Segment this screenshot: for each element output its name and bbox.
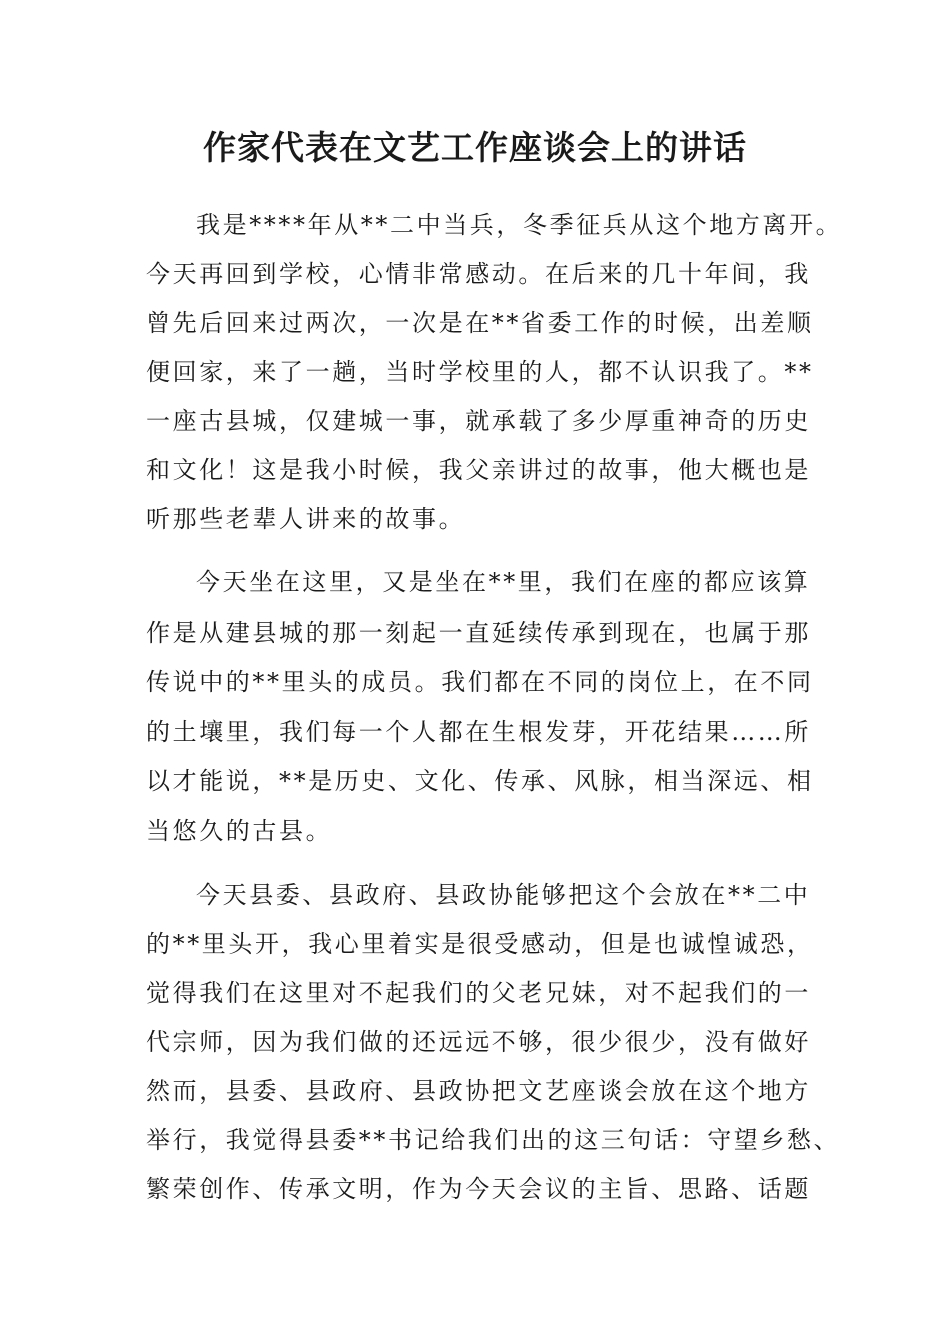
paragraph-3-line-4: 代宗师，因为我们做的还远远不够，很少很少，没有做好 [146, 1028, 811, 1056]
document-title: 作家代表在文艺工作座谈会上的讲话 [203, 128, 747, 167]
paragraph-2-line-4: 的土壤里，我们每一个人都在生根发芽，开花结果……所 [146, 718, 811, 746]
paragraph-3-line-5: 然而，县委、县政府、县政协把文艺座谈会放在这个地方 [146, 1077, 811, 1105]
paragraph-2-line-3: 传说中的**里头的成员。我们都在不同的岗位上，在不同 [146, 668, 814, 696]
paragraph-3-line-3: 觉得我们在这里对不起我们的父老兄妹，对不起我们的一 [146, 979, 811, 1007]
paragraph-2-line-6: 当悠久的古县。 [146, 817, 333, 845]
paragraph-2-line-1: 今天坐在这里，又是坐在**里，我们在座的都应该算 [196, 568, 811, 596]
paragraph-1-line-6: 和文化！这是我小时候，我父亲讲过的故事，他大概也是 [146, 456, 811, 484]
paragraph-2-line-5: 以才能说，**是历史、文化、传承、风脉，相当深远、相 [146, 767, 814, 795]
paragraph-3-line-1: 今天县委、县政府、县政协能够把这个会放在**二中 [196, 881, 811, 909]
paragraph-2-line-2: 作是从建县城的那一刻起一直延续传承到现在，也属于那 [146, 619, 811, 647]
paragraph-1-line-7: 听那些老辈人讲来的故事。 [146, 505, 466, 533]
paragraph-1-line-2: 今天再回到学校，心情非常感动。在后来的几十年间，我 [146, 260, 811, 288]
paragraph-1-line-4: 便回家，来了一趟，当时学校里的人，都不认识我了。** [146, 358, 814, 386]
paragraph-3-line-7: 繁荣创作、传承文明，作为今天会议的主旨、思路、话题 [146, 1175, 811, 1203]
paragraph-3-line-2: 的**里头开，我心里着实是很受感动，但是也诚惶诚恐， [146, 930, 814, 958]
paragraph-1-line-5: 一座古县城，仅建城一事，就承载了多少厚重神奇的历史 [146, 407, 811, 435]
paragraph-3-line-6: 举行，我觉得县委**书记给我们出的这三句话：守望乡愁、 [146, 1126, 841, 1154]
paragraph-1-line-3: 曾先后回来过两次，一次是在**省委工作的时候，出差顺 [146, 309, 814, 337]
paragraph-1-line-1: 我是****年从**二中当兵，冬季征兵从这个地方离开。 [196, 211, 843, 239]
